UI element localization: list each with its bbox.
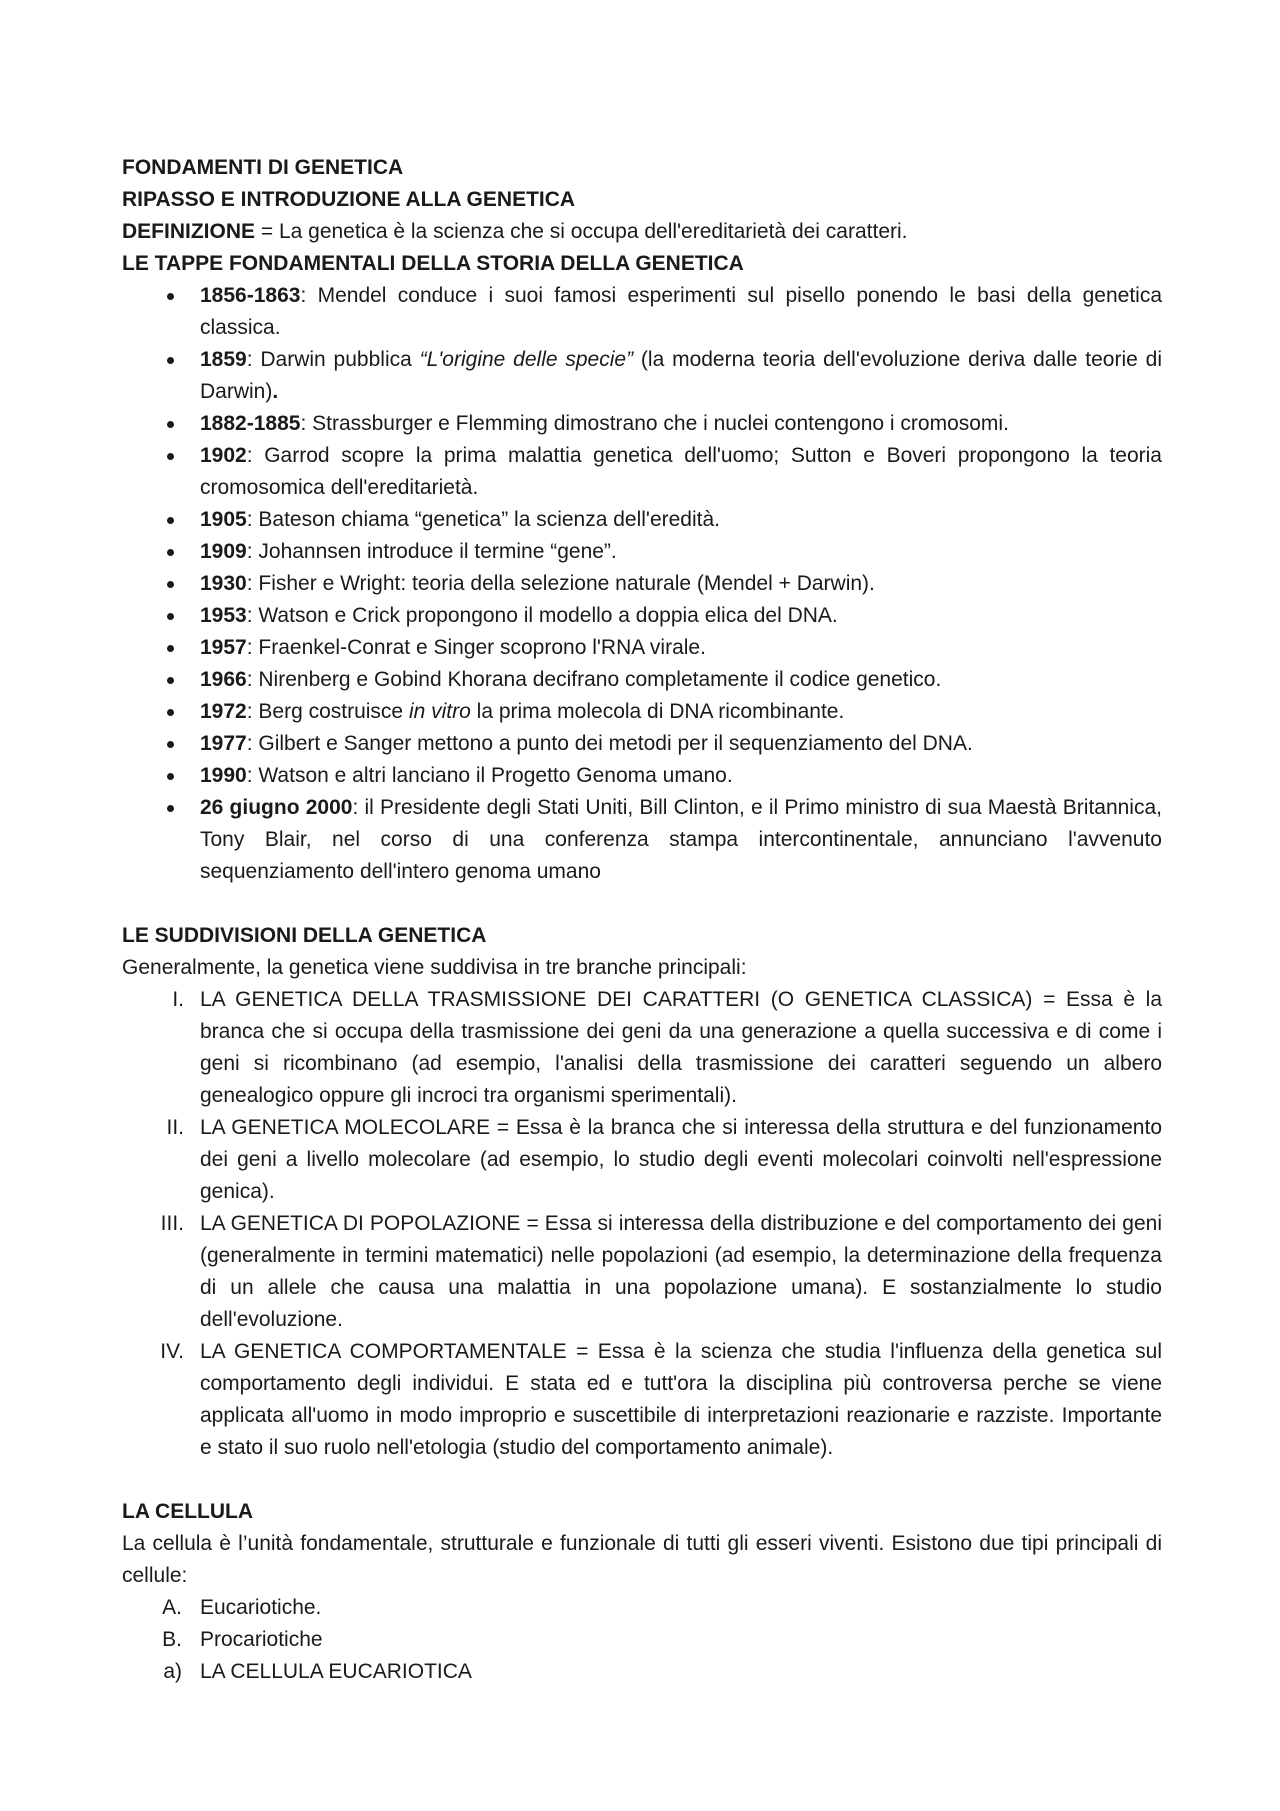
definition-paragraph (122, 216, 1162, 248)
history-timeline (122, 280, 1162, 888)
timeline-text: : il Presidente degli Stati Uniti, Bill Clinton, e il Primo ministro di sua Maestà Britannica, Tony Blair, nel corso di una conferenza stampa intercontinentale, annunciano l'avvenuto sequenziamento dell'intero genoma umano (200, 796, 1162, 883)
book-title: “L'origine delle specie” (419, 348, 634, 371)
timeline-date: 1902 (200, 444, 247, 467)
timeline-date: 1972 (200, 700, 247, 723)
timeline-item (122, 504, 1162, 536)
division-text: LA GENETICA DELLA TRASMISSIONE DEI CARATTERI (O GENETICA CLASSICA) = Essa è la branca che si occupa della trasmissione dei geni da una generazione a quella successiva e di come i geni si ricombinano (ad esempio, l'analisi della trasmissione dei caratteri seguendo un albero genealogico oppure gli incroci tra organismi sperimentali). (200, 988, 1162, 1107)
timeline-item (122, 760, 1162, 792)
division-text: LA GENETICA MOLECOLARE = Essa è la branca che si interessa della struttura e del funzionamento dei geni a livello molecolare (ad esempio, lo studio degli eventi molecolari coinvolti nell'espressione genica). (200, 1116, 1162, 1203)
timeline-text: : Gilbert e Sanger mettono a punto dei metodi per il sequenziamento del DNA. (246, 732, 973, 755)
timeline-period: . (272, 380, 279, 403)
document-subtitle: RIPASSO E INTRODUZIONE ALLA GENETICA (122, 188, 576, 211)
timeline-date: 1930 (200, 572, 247, 595)
cell-heading: LA CELLULA (122, 1500, 254, 1523)
timeline-item (122, 440, 1162, 504)
timeline-item (122, 344, 1162, 408)
section-spacer (122, 888, 1162, 920)
divisions-list (122, 984, 1162, 1464)
letter-marker: B. (162, 1628, 182, 1651)
timeline-date: 1957 (200, 636, 247, 659)
timeline-date: 1856-1863 (200, 284, 301, 307)
section-spacer (122, 1464, 1162, 1496)
definition-label: DEFINIZIONE (122, 220, 256, 243)
timeline-item (122, 792, 1162, 888)
timeline-text: : Fraenkel-Conrat e Singer scoprono l'RNA virale. (246, 636, 706, 659)
letter-marker: A. (162, 1596, 182, 1619)
cell-types-list (122, 1592, 1162, 1688)
divisions-heading: LE SUDDIVISIONI DELLA GENETICA (122, 924, 487, 947)
timeline-date: 1882-1885 (200, 412, 301, 435)
timeline-date: 1990 (200, 764, 247, 787)
timeline-text: : Bateson chiama “genetica” la scienza dell'eredità. (246, 508, 720, 531)
roman-marker: I. (172, 988, 184, 1011)
division-item (122, 984, 1162, 1112)
history-heading: LE TAPPE FONDAMENTALI DELLA STORIA DELLA GENETICA (122, 252, 744, 275)
cell-type-text: LA CELLULA EUCARIOTICA (200, 1660, 472, 1683)
timeline-text: : Berg costruisce (246, 700, 409, 723)
timeline-item (122, 600, 1162, 632)
timeline-text: (la moderna teoria dell'evoluzione deriva dalle teorie di Darwin) (200, 348, 1162, 403)
document-page (122, 152, 1162, 1688)
timeline-item (122, 280, 1162, 344)
timeline-date: 1859 (200, 348, 247, 371)
division-item (122, 1336, 1162, 1464)
timeline-text: : Strassburger e Flemming dimostrano che i nuclei contengono i cromosomi. (300, 412, 1009, 435)
cell-intro: La cellula è l’unità fondamentale, strutturale e funzionale di tutti gli esseri viventi. Esistono due tipi principali di cellule: (122, 1532, 1162, 1587)
timeline-item (122, 696, 1162, 728)
letter-marker: a) (163, 1660, 182, 1683)
timeline-date: 1977 (200, 732, 247, 755)
division-text: LA GENETICA DI POPOLAZIONE = Essa si interessa della distribuzione e del comportamento dei geni (generalmente in termini matematici) nelle popolazioni (ad esempio, la determinazione della frequenza di un allele che causa una malattia in una popolazione umana). E sostanzialmente lo studio dell'evoluzione. (200, 1212, 1162, 1331)
timeline-item (122, 408, 1162, 440)
divisions-intro: Generalmente, la genetica viene suddivisa in tre branche principali: (122, 956, 747, 979)
cell-type-item (122, 1656, 1162, 1688)
timeline-text: : Mendel conduce i suoi famosi esperimenti sul pisello ponendo le basi della genetica classica. (200, 284, 1162, 339)
timeline-text: : Johannsen introduce il termine “gene”. (246, 540, 617, 563)
cell-type-item (122, 1624, 1162, 1656)
division-item (122, 1208, 1162, 1336)
timeline-date: 26 giugno 2000 (200, 796, 353, 819)
cell-type-item (122, 1592, 1162, 1624)
cell-type-text: Eucariotiche. (200, 1596, 322, 1619)
roman-marker: II. (166, 1116, 184, 1139)
timeline-item (122, 632, 1162, 664)
timeline-item (122, 728, 1162, 760)
division-text: LA GENETICA COMPORTAMENTALE = Essa è la scienza che studia l'influenza della genetica sul comportamento degli individui. E stata ed e tutt'ora la disciplina più controversa perche se viene applicata all'uomo in modo improprio e suscettibile di interpretazioni reazionarie e razziste. Importante e stato il suo ruolo nell'etologia (studio del comportamento animale). (200, 1340, 1162, 1459)
timeline-date: 1966 (200, 668, 247, 691)
roman-marker: IV. (160, 1340, 184, 1363)
cell-type-text: Procariotiche (200, 1628, 323, 1651)
timeline-text: la prima molecola di DNA ricombinante. (470, 700, 845, 723)
timeline-text: : Nirenberg e Gobind Khorana decifrano completamente il codice genetico. (246, 668, 942, 691)
timeline-date: 1909 (200, 540, 247, 563)
timeline-text: : Fisher e Wright: teoria della selezione naturale (Mendel + Darwin). (246, 572, 875, 595)
timeline-text: : Watson e Crick propongono il modello a doppia elica del DNA. (246, 604, 838, 627)
timeline-text: : Darwin pubblica (246, 348, 420, 371)
division-item (122, 1112, 1162, 1208)
timeline-item (122, 664, 1162, 696)
timeline-text: : Watson e altri lanciano il Progetto Genoma umano. (246, 764, 733, 787)
timeline-item (122, 568, 1162, 600)
roman-marker: III. (160, 1212, 184, 1235)
document-title: FONDAMENTI DI GENETICA (122, 156, 404, 179)
definition-text: = La genetica è la scienza che si occupa dell'ereditarietà dei caratteri. (255, 220, 908, 243)
italic-term: in vitro (408, 700, 471, 723)
timeline-item (122, 536, 1162, 568)
timeline-text: : Garrod scopre la prima malattia genetica dell'uomo; Sutton e Boveri propongono la teoria cromosomica dell'ereditarietà. (200, 444, 1162, 499)
timeline-date: 1953 (200, 604, 247, 627)
timeline-date: 1905 (200, 508, 247, 531)
